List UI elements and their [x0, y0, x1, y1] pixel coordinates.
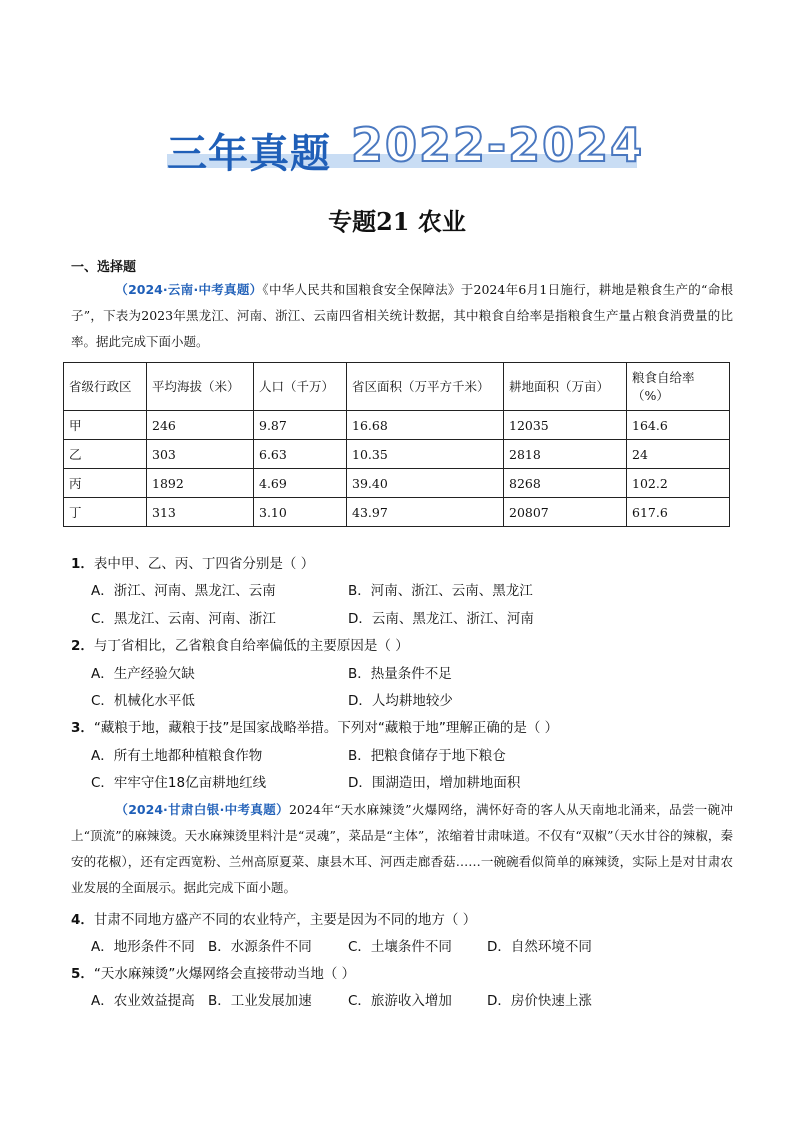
- table-cell: 6.63: [254, 440, 347, 469]
- question-1-option-d: D．云南、黑龙江、浙江、河南: [348, 611, 534, 627]
- question-4-option-a: A．地形条件不同: [91, 939, 195, 955]
- table-header-row: [64, 363, 730, 411]
- table-cell: 丙: [64, 469, 147, 498]
- table-header-cell: 人口（千万）: [254, 363, 347, 411]
- table-cell: 16.68: [347, 411, 504, 440]
- table-cell: 3.10: [254, 498, 347, 527]
- question-3-option-a: A．所有土地都种植粮食作物: [91, 748, 263, 764]
- question-5-option-b: B．工业发展加速: [208, 993, 312, 1009]
- question-2: [71, 636, 409, 656]
- question-number: 1．: [71, 556, 94, 572]
- question-text: “天水麻辣烫”火爆网络会直接带动当地（ ）: [93, 966, 356, 982]
- question-text: 甘肃不同地方盛产不同的农业特产，主要是因为不同的地方（ ）: [93, 912, 477, 928]
- banner-text-main: 三年真题: [167, 131, 331, 177]
- passage-1: [71, 277, 733, 355]
- question-4-option-b: B．水源条件不同: [208, 939, 312, 955]
- question-2-option-b: B．热量条件不足: [348, 666, 452, 682]
- table-cell: 102.2: [627, 469, 730, 498]
- table-cell: 4.69: [254, 469, 347, 498]
- question-number: 2．: [71, 638, 94, 654]
- table-cell: 246: [147, 411, 254, 440]
- table-cell: 313: [147, 498, 254, 527]
- table-header-cell: 耕地面积（万亩）: [504, 363, 627, 411]
- question-text: “藏粮于地，藏粮于技”是国家战略举措。下列对“藏粮于地”理解正确的是（ ）: [93, 720, 559, 736]
- table-cell: 1892: [147, 469, 254, 498]
- statistics-table: [63, 362, 730, 527]
- title-banner: [155, 118, 645, 177]
- question-1: [71, 554, 314, 574]
- question-number: 4．: [71, 912, 94, 928]
- question-3-option-d: D．围湖造田，增加耕地面积: [348, 775, 521, 791]
- question-4: [71, 910, 476, 930]
- question-text: 与丁省相比，乙省粮食自给率偏低的主要原因是（ ）: [93, 638, 409, 654]
- question-2-option-a: A．生产经验欠缺: [91, 666, 195, 682]
- question-5-option-d: D．房价快速上涨: [487, 993, 592, 1009]
- passage-1-source: （2024·云南·中考真题）: [115, 282, 263, 297]
- table-cell: 20807: [504, 498, 627, 527]
- question-1-option-b: B．河南、浙江、云南、黑龙江: [348, 583, 533, 599]
- question-number: 3．: [71, 720, 94, 736]
- question-4-option-c: C．土壤条件不同: [348, 939, 452, 955]
- question-3: [71, 718, 558, 738]
- document-title: 专题21 农业: [328, 207, 466, 236]
- table-cell: 2818: [504, 440, 627, 469]
- table-cell: 8268: [504, 469, 627, 498]
- table-row: [64, 440, 730, 469]
- table-header-cell: 平均海拔（米）: [147, 363, 254, 411]
- table-header-cell: 省区面积（万平方千米）: [347, 363, 504, 411]
- question-2-option-c: C．机械化水平低: [91, 693, 195, 709]
- table-header-cell: 省级行政区: [64, 363, 147, 411]
- table-cell: 9.87: [254, 411, 347, 440]
- question-4-option-d: D．自然环境不同: [487, 939, 592, 955]
- question-text: 表中甲、乙、丙、丁四省分别是（ ）: [93, 556, 315, 572]
- question-1-option-c: C．黑龙江、云南、河南、浙江: [91, 611, 276, 627]
- table-cell: 丁: [64, 498, 147, 527]
- question-1-option-a: A．浙江、河南、黑龙江、云南: [91, 583, 276, 599]
- banner-text-years: 2022-2024: [351, 118, 645, 172]
- table-cell: 甲: [64, 411, 147, 440]
- question-number: 5．: [71, 966, 94, 982]
- question-5: [71, 964, 355, 984]
- table-cell: 43.97: [347, 498, 504, 527]
- passage-2-text: 2024年“天水麻辣烫”火爆网络，满怀好奇的客人从天南地北涌来，品尝一碗冲上“顶流”的麻辣烫。天水麻辣烫里料汁是“灵魂”，菜品是“主体”，浓缩着甘肃味道。不仅有“双椒”（天水甘谷的辣椒，秦安的花椒），还有定西宽粉、兰州高原夏菜、康县木耳、河西走廊香菇……一碗碗看似简单的麻辣烫，实际上是对甘肃农业发展的全面展示。据此完成下面小题。: [71, 802, 733, 895]
- table-row: [64, 498, 730, 527]
- table-row: [64, 411, 730, 440]
- table-header-cell: 粮食自给率（%）: [627, 363, 730, 411]
- table-cell: 303: [147, 440, 254, 469]
- table-cell: 24: [627, 440, 730, 469]
- section-heading: 一、选择题: [71, 260, 137, 275]
- table-cell: 10.35: [347, 440, 504, 469]
- table-cell: 12035: [504, 411, 627, 440]
- table-row: [64, 469, 730, 498]
- table-cell: 乙: [64, 440, 147, 469]
- question-2-option-d: D．人均耕地较少: [348, 693, 453, 709]
- table-cell: 617.6: [627, 498, 730, 527]
- question-5-option-c: C．旅游收入增加: [348, 993, 452, 1009]
- table-cell: 39.40: [347, 469, 504, 498]
- table-cell: 164.6: [627, 411, 730, 440]
- question-5-option-a: A．农业效益提高: [91, 993, 195, 1009]
- question-3-option-b: B．把粮食储存于地下粮仓: [348, 748, 506, 764]
- question-3-option-c: C．牢牢守住18亿亩耕地红线: [91, 775, 267, 791]
- passage-2: [71, 797, 733, 901]
- passage-1-text: 《中华人民共和国粮食安全保障法》于2024年6月1日施行，耕地是粮食生产的“命根子”，下表为2023年黑龙江、河南、浙江、云南四省相关统计数据，其中粮食自给率是指粮食生产量占粮食消费量的比率。据此完成下面小题。: [71, 282, 734, 349]
- passage-2-source: （2024·甘肃白银·中考真题）: [115, 802, 289, 817]
